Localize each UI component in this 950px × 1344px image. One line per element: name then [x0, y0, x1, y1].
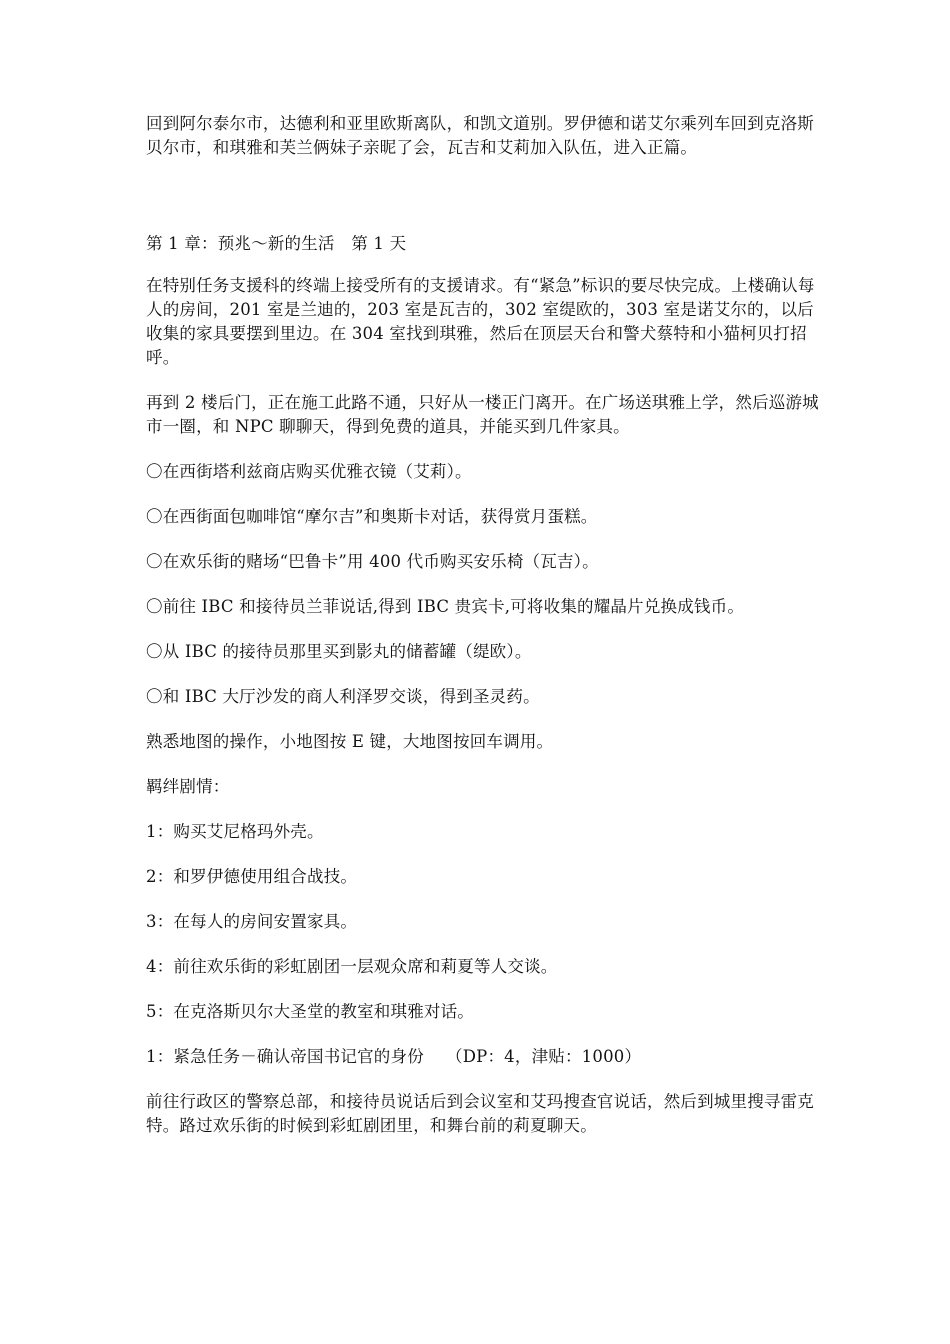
quest-description: 前往行政区的警察总部，和接待员说话后到会议室和艾玛搜查官说话，然后到城里搜寻雷克特。路过欢乐街的时候到彩虹剧团里，和舞台前的莉夏聊天。	[146, 1092, 814, 1135]
list-item-piggy-bank: 〇从 IBC 的接待员那里买到影丸的储蓄罐（缇欧）。	[146, 642, 532, 661]
bond-item-3: 3：在每人的房间安置家具。	[146, 912, 358, 931]
bond-item-5: 5：在克洛斯贝尔大圣堂的教室和琪雅对话。	[146, 1002, 474, 1021]
quest-heading: 1：紧急任务－确认帝国书记官的身份 （DP：4，津贴：1000）	[146, 1047, 642, 1066]
bond-item-2: 2：和罗伊德使用组合战技。	[146, 867, 358, 886]
list-item-armchair: 〇在欢乐街的赌场“巴鲁卡”用 400 代币购买安乐椅（瓦吉）。	[146, 552, 599, 571]
paragraph-map-controls: 熟悉地图的操作，小地图按 E 键，大地图按回车调用。	[146, 732, 554, 751]
list-item-medicine: 〇和 IBC 大厅沙发的商人利泽罗交谈，得到圣灵药。	[146, 687, 540, 706]
paragraph-leave-building: 再到 2 楼后门，正在施工此路不通，只好从一楼正门离开。在广场送琪雅上学，然后巡游城市一圈，和 NPC 聊聊天，得到免费的道具，并能买到几件家具。	[146, 393, 819, 436]
document-page	[146, 112, 826, 1159]
bond-story-heading: 羁绊剧情：	[146, 777, 230, 796]
intro-paragraph: 回到阿尔泰尔市，达德利和亚里欧斯离队，和凯文道别。罗伊德和诺艾尔乘列车回到克洛斯贝尔市，和琪雅和芙兰俩妹子亲昵了会，瓦吉和艾莉加入队伍，进入正篇。	[146, 114, 814, 157]
bond-item-1: 1：购买艾尼格玛外壳。	[146, 822, 324, 841]
list-item-cake: 〇在西街面包咖啡馆“摩尔吉”和奥斯卡对话，获得赏月蛋糕。	[146, 507, 598, 526]
chapter-heading: 第 1 章：预兆～新的生活 第 1 天	[146, 234, 407, 253]
bond-item-4: 4：前往欢乐街的彩虹剧团一层观众席和莉夏等人交谈。	[146, 957, 558, 976]
paragraph-terminal-requests: 在特别任务支援科的终端上接受所有的支援请求。有“紧急”标识的要尽快完成。上楼确认每人的房间，201 室是兰迪的，203 室是瓦吉的，302 室缇欧的，303 室是诺艾尔的，以后收集的家具要摆到里边。在 304 室找到琪雅，然后在顶层天台和警犬蔡特和小猫柯贝打招呼。	[146, 276, 815, 367]
list-item-mirror: 〇在西街塔利兹商店购买优雅衣镜（艾莉）。	[146, 462, 472, 481]
list-item-ibc-card: 〇前往 IBC 和接待员兰菲说话,得到 IBC 贵宾卡,可将收集的耀晶片兑换成钱币。	[146, 597, 745, 616]
